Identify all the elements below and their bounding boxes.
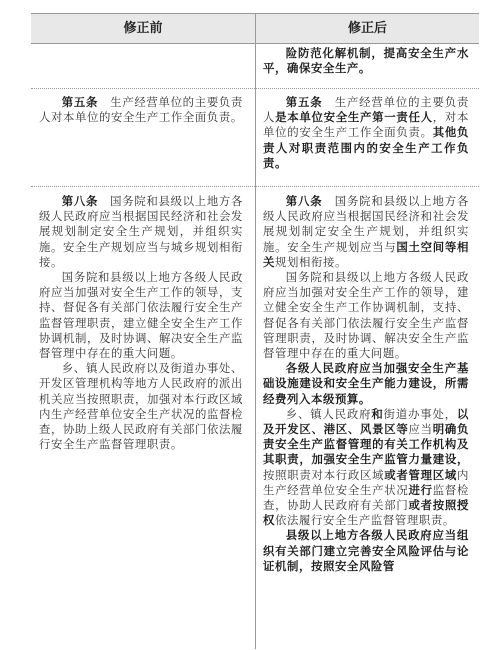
paragraph [263,95,469,171]
text-run: 国务院和县级以上地方各级人民政府应当加强对安全生产工作的领导，支持、督促各有关部门依法履行安全生产监督管理职责，建立健全安全生产工作协调机制，及时协调、解决安全生产监督管理中存在的重大问题。 [39,270,243,361]
paragraph [39,95,243,125]
bold-text-run: 以及开发区、港区、风景区等 [263,406,469,437]
article8-before-cell [39,194,243,452]
paragraph [39,361,243,452]
text-run: 生产经营单位的主要负责人对本单位的安全生产工作全面负责。 [39,95,243,125]
article5-before-cell [39,95,243,125]
paragraph [263,270,469,361]
text-run: ，对本单位的安全生产工作全面负责。 [263,110,469,140]
bold-text-run: 县级以上地方各级人民政府应当组织有关部门建立完善安全风险评估与论证机制，按照安全风险管 [263,528,469,573]
text-run: 内生产经营单位安全生产状况 [263,467,469,497]
row-divider [31,186,479,187]
text-run: 生产经营单位的主要负责人 [263,95,469,125]
paragraph [39,194,243,270]
bold-text-run: 其他负责人对职责范围内的安全生产工作负责。 [263,125,469,170]
bold-text-run: 和 [371,406,384,421]
paragraph [263,528,469,574]
paragraph [263,407,469,529]
text-run: 国务院和县级以上地方各级人民政府应当加强对安全生产工作的领导，建立健全安全生产工作协调机制，支持、督促各有关部门依法履行安全生产监督管理职责，及时协调、解决安全生产监督管理中存在的重大问题。 [263,270,469,361]
text-run: 街道办事处， [383,406,457,421]
text-run: 规划相衔接。 [275,254,347,269]
row1-after-cell [263,46,469,76]
header-after: 修正后 [347,21,387,36]
text-run: 按照职责对本行政区域 [263,467,385,482]
article8-after-cell [263,194,469,574]
article5-after-cell [263,95,469,171]
text-run: 监督检查，协助人民政府有关部门 [263,482,469,513]
bold-text-run: 险防范化解机制，提高安全生产水平，确保安全生产。 [263,46,469,76]
text-run: 国务院和县级以上地方各级人民政府应当根据国民经济和社会发展规划制定安全生产规划，并组织实施。安全生产规划应当与 [263,194,469,254]
column-divider [255,13,256,649]
bold-text-run: 或者管理区域 [384,467,457,482]
paragraph [263,361,469,407]
bold-text-run: 各级人民政府应当加强安全生产基础设施建设和安全生产能力建设，所需经费列入本级预算。 [263,361,469,406]
row-divider [31,88,479,89]
text-run: 依法履行安全生产监督管理职责。 [275,513,455,528]
paragraph [263,46,469,76]
bold-text-run: 第八条 [61,194,99,208]
text-run: 应当 [408,422,433,437]
bold-text-run: 是本单位安全生产第一责任人 [275,110,433,125]
bold-text-run: 明确负责安全生产监督管理的有关工作机构及其职责，加强安全生产监管力量建设， [263,422,469,467]
text-run: 乡、镇人民政府 [285,406,372,421]
bold-text-run: 进行 [408,482,433,497]
bold-text-run: 第五条 [61,95,99,109]
bold-text-run: 第五条 [285,95,323,109]
text-run: 乡、镇人民政府以及街道办事处、开发区管理机构等地方人民政府的派出机关应当按照职责，加强对本行政区域内生产经营单位安全生产状况的监督检查，协助上级人民政府有关部门依法履行安全生产监督管理职责。 [39,361,243,452]
bold-text-run: 第八条 [285,194,323,208]
header-before: 修正前 [123,21,163,36]
bold-text-run: 或者按照授权 [263,498,469,528]
paragraph [39,270,243,361]
bold-text-run: 国土空间等相关 [263,239,469,269]
revision-comparison-table [31,13,479,649]
paragraph [263,194,469,270]
text-run: 国务院和县级以上地方各级人民政府应当根据国民经济和社会发展规划制定安全生产规划，并组织实施。安全生产规划应当与城乡规划相衔接。 [39,194,243,269]
